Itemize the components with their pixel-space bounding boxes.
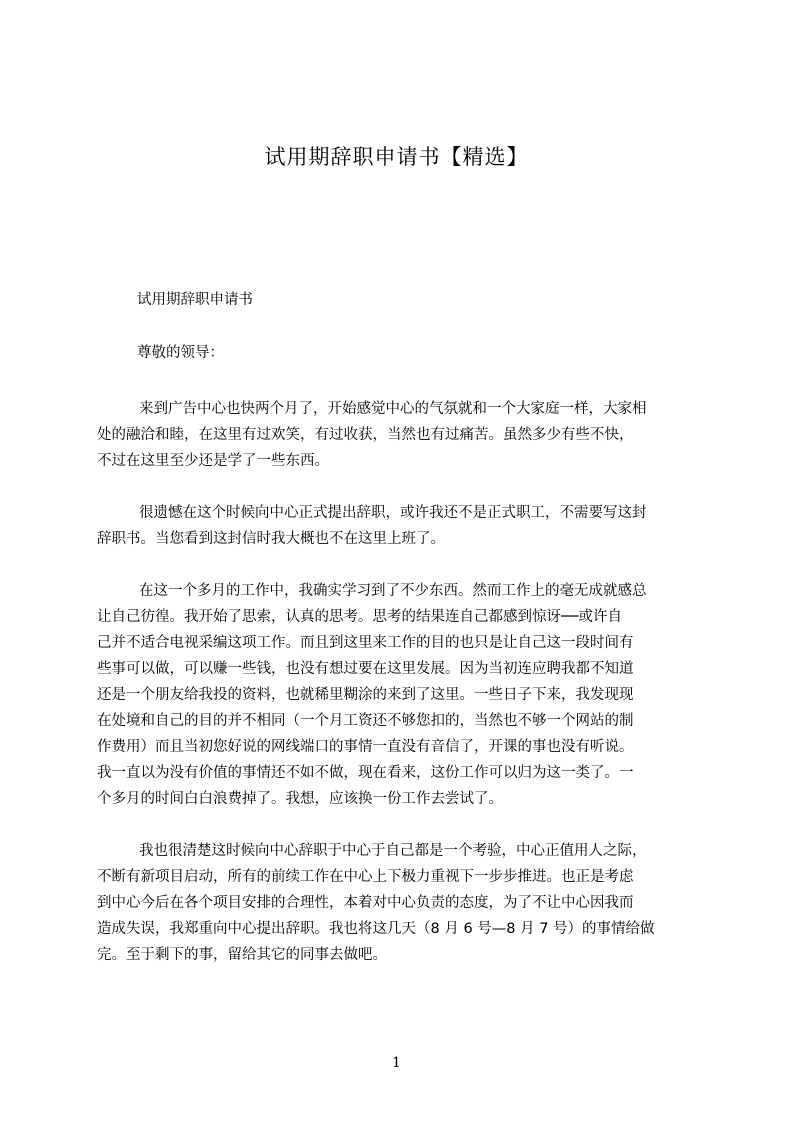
paragraph-line: 到中心今后在各个项目安排的合理性，本着对中心负责的态度，为了不让中心因我而 [97,895,634,911]
paragraph-1 [97,396,700,474]
paragraph-line: 个多月的时间白白浪费掉了。我想，应该换一份工作去尝试了。 [97,791,503,807]
paragraph-line: 在处境和自己的目的并不相同（一个月工资还不够您扣的，当然也不够一个网站的制 [97,713,634,729]
paragraph-2 [97,500,700,552]
paragraph-line: 我也很清楚这时候向中心辞职于中心于自己都是一个考验，中心正值用人之际， [139,843,647,859]
paragraph-line: 不过在这里至少还是学了一些东西。 [97,453,329,469]
document-title: 试用期辞职申请书【精选】 [264,145,529,169]
paragraph-3 [97,578,700,812]
paragraph-line: 辞职书。当您看到这封信时我大概也不在这里上班了。 [97,531,445,547]
paragraph-line: 还是一个朋友给我投的资料，也就稀里糊涂的来到了这里。一些日子下来，我发现现 [97,687,634,703]
paragraph-line: 己并不适合电视采编这项工作。而且到这里来工作的目的也只是让自己这一段时间有 [97,635,634,651]
paragraph-line: 在这一个多月的工作中，我确实学习到了不少东西。然而工作上的毫无成就感总 [139,583,647,599]
paragraph-line: 作费用）而且当初您好说的网线端口的事情一直没有音信了，开课的事也没有听说。 [97,739,634,755]
paragraph-line: 让自己彷徨。我开始了思索，认真的思考。思考的结果连自己都感到惊讶──或许自 [97,609,622,625]
paragraph-line: 处的融洽和睦，在这里有过欢笑，有过收获，当然也有过痛苦。虽然多少有些不快， [97,427,634,443]
paragraph-line: 来到广告中心也快两个月了，开始感觉中心的气氛就和一个大家庭一样，大家相 [139,401,647,417]
salutation: 尊敬的领导： [137,345,224,361]
paragraph-4 [97,838,700,968]
paragraph-line: 些事可以做，可以赚一些钱，也没有想过要在这里发展。因为当初连应聘我都不知道 [97,661,634,677]
document-heading: 试用期辞职申请书 [137,292,253,308]
page-number: 1 [392,1055,401,1071]
paragraph-line: 造成失误，我郑重向中心提出辞职。我也将这几天（8 月 6 号—8 月 7 号）的事情给做 [97,921,655,937]
paragraph-line: 我一直以为没有价值的事情还不如不做，现在看来，这份工作可以归为这一类了。一 [97,765,634,781]
paragraph-line: 很遗憾在这个时候向中心正式提出辞职，或许我还不是正式职工，不需要写这封 [139,505,647,521]
paragraph-line: 完。至于剩下的事，留给其它的同事去做吧。 [97,947,387,963]
paragraph-line: 不断有新项目启动，所有的前续工作在中心上下极力重视下一步步推进。也正是考虑 [97,869,634,885]
